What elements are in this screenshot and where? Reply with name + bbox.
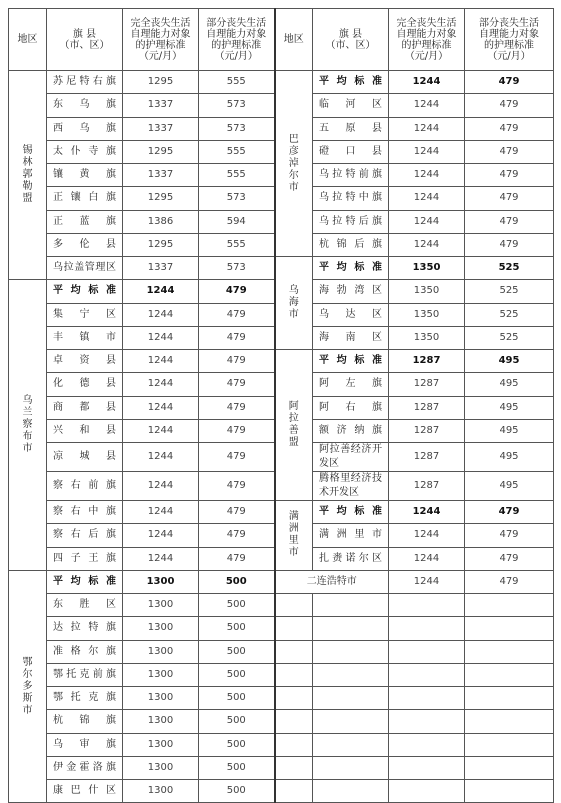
full-standard-value: 1337 — [123, 257, 199, 280]
partial-standard-value: 573 — [199, 257, 275, 280]
county-name: 丰 镇 市 — [47, 326, 123, 349]
region-label — [275, 257, 313, 350]
partial-standard-value: 495 — [465, 373, 554, 396]
full-standard-value: 1244 — [389, 71, 465, 94]
full-standard-value: 1300 — [123, 733, 199, 756]
partial-standard-value: 500 — [199, 710, 275, 733]
region-name: 锡林郭勒盟 — [22, 145, 33, 205]
full-standard-value: 1244 — [123, 524, 199, 547]
empty-county — [313, 617, 389, 640]
empty-partial — [465, 780, 554, 803]
header-partial-standard-left: 部分丧失生活 自理能力对象 的护理标准 （元/月） — [199, 9, 275, 71]
full-standard-value: 1337 — [123, 164, 199, 187]
county-name: 满洲里市 — [313, 524, 389, 547]
county-name: 平均标准 — [313, 257, 389, 280]
full-standard-value: 1244 — [389, 501, 465, 524]
full-standard-value: 1244 — [123, 373, 199, 396]
full-standard-value: 1244 — [389, 570, 465, 593]
partial-standard-value: 525 — [465, 303, 554, 326]
empty-full — [389, 594, 465, 617]
full-standard-value: 1300 — [123, 640, 199, 663]
table-row — [9, 780, 554, 803]
county-name: 化 德 县 — [47, 373, 123, 396]
county-name: 太仆寺旗 — [47, 140, 123, 163]
full-standard-value: 1244 — [389, 187, 465, 210]
partial-standard-value: 479 — [465, 71, 554, 94]
partial-standard-value: 479 — [465, 210, 554, 233]
region-label — [275, 71, 313, 257]
region-label — [275, 501, 313, 571]
partial-standard-value: 479 — [199, 501, 275, 524]
region-name: 巴彦淖尔市 — [288, 133, 299, 193]
county-name: 阿 左 旗 — [313, 373, 389, 396]
county-name: 察右中旗 — [47, 501, 123, 524]
table-row — [9, 640, 554, 663]
empty-region — [275, 710, 313, 733]
county-name: 杭锦后旗 — [313, 233, 389, 256]
partial-standard-value: 525 — [465, 257, 554, 280]
empty-full — [389, 640, 465, 663]
county-name: 多 伦 县 — [47, 233, 123, 256]
empty-county — [313, 687, 389, 710]
empty-county — [313, 663, 389, 686]
table-row — [9, 71, 554, 94]
partial-standard-value: 479 — [199, 396, 275, 419]
empty-partial — [465, 663, 554, 686]
full-standard-value: 1244 — [123, 501, 199, 524]
county-name: 集 宁 区 — [47, 303, 123, 326]
full-standard-value: 1300 — [123, 710, 199, 733]
full-standard-value: 1300 — [123, 663, 199, 686]
full-standard-value: 1244 — [389, 547, 465, 570]
partial-standard-value: 479 — [465, 524, 554, 547]
county-name: 腾格里经济技术开发区 — [313, 472, 389, 501]
full-standard-value: 1337 — [123, 117, 199, 140]
county-name: 苏尼特右旗 — [47, 71, 123, 94]
county-name: 平均标准 — [47, 280, 123, 303]
empty-full — [389, 733, 465, 756]
county-name: 平均标准 — [47, 570, 123, 593]
full-standard-value: 1300 — [123, 780, 199, 803]
partial-standard-value: 479 — [465, 187, 554, 210]
partial-standard-value: 555 — [199, 140, 275, 163]
county-name: 海勃湾区 — [313, 280, 389, 303]
partial-standard-value: 479 — [199, 547, 275, 570]
partial-standard-value: 573 — [199, 187, 275, 210]
empty-partial — [465, 756, 554, 779]
empty-region — [275, 687, 313, 710]
county-name: 额济纳旗 — [313, 419, 389, 442]
partial-standard-value: 555 — [199, 164, 275, 187]
county-name: 乌拉盖管理区 — [47, 257, 123, 280]
full-standard-value: 1295 — [123, 233, 199, 256]
partial-standard-value: 479 — [465, 94, 554, 117]
empty-full — [389, 756, 465, 779]
partial-standard-value: 500 — [199, 663, 275, 686]
header-region-right: 地区 — [275, 9, 313, 71]
partial-standard-value: 495 — [465, 472, 554, 501]
partial-standard-value: 500 — [199, 756, 275, 779]
full-standard-value: 1337 — [123, 94, 199, 117]
county-name: 四子王旗 — [47, 547, 123, 570]
partial-standard-value: 500 — [199, 570, 275, 593]
header-row — [9, 9, 554, 71]
header-region-left: 地区 — [9, 9, 47, 71]
county-name: 杭 锦 旗 — [47, 710, 123, 733]
empty-full — [389, 780, 465, 803]
full-standard-value: 1244 — [389, 140, 465, 163]
partial-standard-value: 500 — [199, 780, 275, 803]
table-row — [9, 687, 554, 710]
header-county-left: 旗 县 （市、区） — [47, 9, 123, 71]
county-name: 察右后旗 — [47, 524, 123, 547]
empty-partial — [465, 710, 554, 733]
full-standard-value: 1244 — [123, 303, 199, 326]
county-name: 磴 口 县 — [313, 140, 389, 163]
county-name: 商 都 县 — [47, 396, 123, 419]
partial-standard-value: 479 — [199, 280, 275, 303]
county-name: 阿 右 旗 — [313, 396, 389, 419]
full-standard-value: 1244 — [389, 164, 465, 187]
partial-standard-value: 479 — [465, 233, 554, 256]
partial-standard-value: 500 — [199, 640, 275, 663]
empty-county — [313, 733, 389, 756]
partial-standard-value: 479 — [199, 350, 275, 373]
empty-partial — [465, 617, 554, 640]
empty-region — [275, 733, 313, 756]
partial-standard-value: 500 — [199, 687, 275, 710]
empty-partial — [465, 687, 554, 710]
full-standard-value: 1244 — [389, 524, 465, 547]
partial-standard-value: 479 — [199, 326, 275, 349]
full-standard-value: 1287 — [389, 419, 465, 442]
county-name: 乌 达 区 — [313, 303, 389, 326]
region-label — [275, 350, 313, 501]
county-name: 伊金霍洛旗 — [47, 756, 123, 779]
partial-standard-value: 479 — [465, 117, 554, 140]
county-name: 平均标准 — [313, 501, 389, 524]
empty-full — [389, 710, 465, 733]
county-name: 西 乌 旗 — [47, 117, 123, 140]
full-standard-value: 1300 — [123, 570, 199, 593]
partial-standard-value: 479 — [465, 501, 554, 524]
partial-standard-value: 525 — [465, 326, 554, 349]
full-standard-value: 1300 — [123, 617, 199, 640]
full-standard-value: 1300 — [123, 687, 199, 710]
empty-partial — [465, 594, 554, 617]
county-name: 乌拉特中旗 — [313, 187, 389, 210]
header-full-standard-right: 完全丧失生活 自理能力对象 的护理标准 （元/月） — [389, 9, 465, 71]
region-name: 满洲里市 — [288, 511, 299, 559]
full-standard-value: 1244 — [123, 472, 199, 501]
partial-standard-value: 495 — [465, 396, 554, 419]
empty-county — [313, 640, 389, 663]
partial-standard-value: 525 — [465, 280, 554, 303]
county-name: 二连浩特市 — [275, 570, 389, 593]
full-standard-value: 1295 — [123, 71, 199, 94]
county-name: 正镶白旗 — [47, 187, 123, 210]
county-name: 兴 和 县 — [47, 419, 123, 442]
partial-standard-value: 555 — [199, 233, 275, 256]
full-standard-value: 1300 — [123, 594, 199, 617]
empty-county — [313, 710, 389, 733]
full-standard-value: 1244 — [123, 280, 199, 303]
full-standard-value: 1244 — [389, 210, 465, 233]
partial-standard-value: 495 — [465, 350, 554, 373]
empty-region — [275, 780, 313, 803]
table-row — [9, 663, 554, 686]
empty-region — [275, 756, 313, 779]
county-name: 康巴什区 — [47, 780, 123, 803]
partial-standard-value: 479 — [465, 547, 554, 570]
full-standard-value: 1244 — [389, 117, 465, 140]
county-name: 东 胜 区 — [47, 594, 123, 617]
partial-standard-value: 479 — [199, 303, 275, 326]
county-name: 正 蓝 旗 — [47, 210, 123, 233]
region-label — [9, 280, 47, 571]
partial-standard-value: 573 — [199, 94, 275, 117]
county-name: 扎赉诺尔区 — [313, 547, 389, 570]
empty-partial — [465, 640, 554, 663]
empty-full — [389, 663, 465, 686]
full-standard-value: 1350 — [389, 303, 465, 326]
full-standard-value: 1287 — [389, 443, 465, 472]
region-label — [9, 570, 47, 803]
table-row — [9, 733, 554, 756]
empty-county — [313, 756, 389, 779]
full-standard-value: 1295 — [123, 187, 199, 210]
county-name: 五 原 县 — [313, 117, 389, 140]
full-standard-value: 1244 — [123, 547, 199, 570]
county-name: 乌 审 旗 — [47, 733, 123, 756]
empty-region — [275, 617, 313, 640]
county-name: 准格尔旗 — [47, 640, 123, 663]
county-name: 临 河 区 — [313, 94, 389, 117]
partial-standard-value: 479 — [199, 472, 275, 501]
full-standard-value: 1244 — [123, 350, 199, 373]
header-partial-standard-right: 部分丧失生活 自理能力对象 的护理标准 （元/月） — [465, 9, 554, 71]
county-name: 海 南 区 — [313, 326, 389, 349]
partial-standard-value: 500 — [199, 594, 275, 617]
table-row — [9, 710, 554, 733]
full-standard-value: 1300 — [123, 756, 199, 779]
full-standard-value: 1287 — [389, 350, 465, 373]
full-standard-value: 1244 — [389, 233, 465, 256]
partial-standard-value: 500 — [199, 733, 275, 756]
table-row — [9, 350, 554, 373]
full-standard-value: 1244 — [389, 94, 465, 117]
county-name: 平均标准 — [313, 71, 389, 94]
partial-standard-value: 555 — [199, 71, 275, 94]
partial-standard-value: 479 — [465, 570, 554, 593]
table-row — [9, 594, 554, 617]
empty-full — [389, 617, 465, 640]
region-name: 乌海市 — [288, 285, 299, 320]
full-standard-value: 1244 — [123, 396, 199, 419]
county-name: 阿拉善经济开发区 — [313, 443, 389, 472]
nursing-standard-table — [8, 8, 554, 803]
county-name: 达拉特旗 — [47, 617, 123, 640]
empty-partial — [465, 733, 554, 756]
county-name: 鄂托克前旗 — [47, 663, 123, 686]
header-full-standard-left: 完全丧失生活 自理能力对象 的护理标准 （元/月） — [123, 9, 199, 71]
full-standard-value: 1350 — [389, 257, 465, 280]
full-standard-value: 1287 — [389, 373, 465, 396]
document-page — [8, 8, 554, 803]
county-name: 东 乌 旗 — [47, 94, 123, 117]
empty-region — [275, 640, 313, 663]
full-standard-value: 1295 — [123, 140, 199, 163]
partial-standard-value: 479 — [199, 419, 275, 442]
county-name: 凉 城 县 — [47, 443, 123, 472]
full-standard-value: 1244 — [123, 419, 199, 442]
full-standard-value: 1287 — [389, 472, 465, 501]
partial-standard-value: 479 — [465, 164, 554, 187]
partial-standard-value: 495 — [465, 419, 554, 442]
region-name: 阿拉善盟 — [288, 401, 299, 448]
empty-full — [389, 687, 465, 710]
table-row — [9, 501, 554, 524]
county-name: 乌拉特前旗 — [313, 164, 389, 187]
empty-region — [275, 594, 313, 617]
full-standard-value: 1386 — [123, 210, 199, 233]
table-row — [9, 257, 554, 280]
partial-standard-value: 573 — [199, 117, 275, 140]
full-standard-value: 1350 — [389, 326, 465, 349]
region-name: 鄂尔多斯市 — [22, 656, 33, 716]
partial-standard-value: 500 — [199, 617, 275, 640]
region-name: 乌兰察布市 — [22, 395, 33, 454]
county-name: 平均标准 — [313, 350, 389, 373]
partial-standard-value: 479 — [199, 373, 275, 396]
table-row — [9, 570, 554, 593]
empty-county — [313, 780, 389, 803]
header-county-right: 旗 县 （市、区） — [313, 9, 389, 71]
empty-county — [313, 594, 389, 617]
full-standard-value: 1244 — [123, 443, 199, 472]
county-name: 察右前旗 — [47, 472, 123, 501]
partial-standard-value: 495 — [465, 443, 554, 472]
county-name: 乌拉特后旗 — [313, 210, 389, 233]
county-name: 鄂托克旗 — [47, 687, 123, 710]
full-standard-value: 1244 — [123, 326, 199, 349]
partial-standard-value: 479 — [465, 140, 554, 163]
full-standard-value: 1350 — [389, 280, 465, 303]
empty-region — [275, 663, 313, 686]
full-standard-value: 1287 — [389, 396, 465, 419]
table-row — [9, 617, 554, 640]
county-name: 卓 资 县 — [47, 350, 123, 373]
partial-standard-value: 479 — [199, 524, 275, 547]
region-label — [9, 71, 47, 280]
partial-standard-value: 594 — [199, 210, 275, 233]
table-row — [9, 756, 554, 779]
county-name: 镶 黄 旗 — [47, 164, 123, 187]
partial-standard-value: 479 — [199, 443, 275, 472]
